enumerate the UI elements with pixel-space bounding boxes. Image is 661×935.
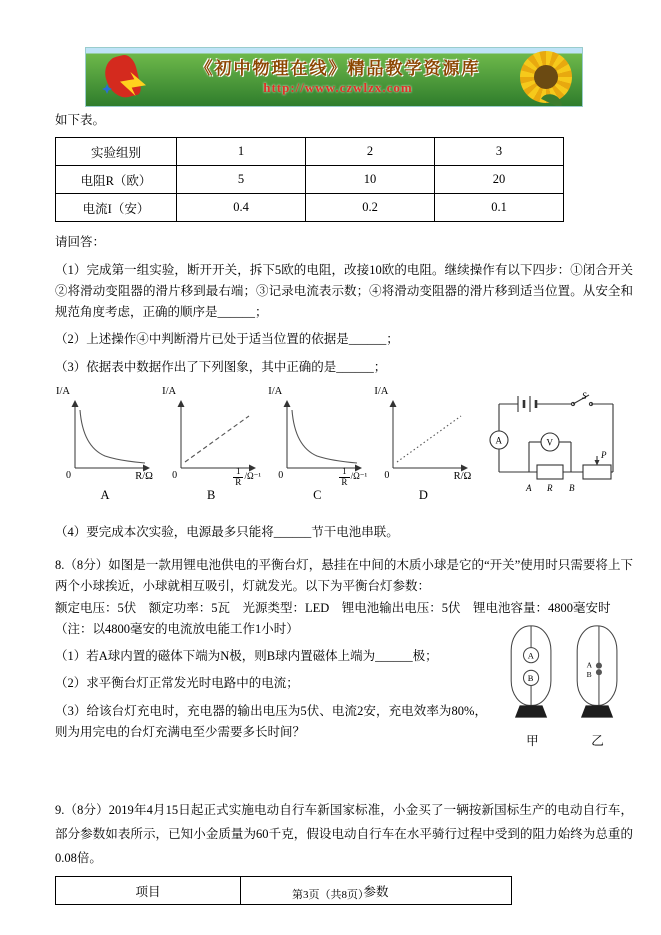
- ball-a-label: A: [586, 660, 592, 670]
- x-axis-label: [339, 467, 367, 488]
- graph-axes: [55, 398, 155, 478]
- origin-label: 0: [384, 469, 390, 481]
- table-cell: 实验组别: [56, 138, 177, 166]
- site-logo-icon: [100, 54, 154, 102]
- lamp-jia: [501, 623, 563, 749]
- q8-intro: 8.（8分）如图是一款用锂电池供电的平衡台灯，悬挂在中间的木质小球是它的“开关”使用时只需要将上下两个小球挨近，小球就相互吸引，灯就发光。以下为平衡台灯参数：: [55, 558, 633, 594]
- graph-option-c: [267, 386, 367, 506]
- fraction-unit: /Ω⁻¹: [244, 471, 262, 482]
- ball-a-label: A: [528, 650, 535, 661]
- terminal-b-label: B: [569, 482, 575, 493]
- lamp-yi-drawing: [569, 623, 627, 729]
- experiment-data-table: [55, 137, 564, 222]
- slider-label: P: [601, 449, 607, 460]
- origin-label: 0: [278, 469, 284, 481]
- x-axis-label: [233, 467, 261, 488]
- q8-note: （注：以4800毫安的电流放电能工作1小时）: [55, 621, 299, 636]
- table-cell: 20: [435, 166, 564, 194]
- table-row: [56, 194, 564, 222]
- graph-option-a: [55, 386, 155, 506]
- table-row: [56, 166, 564, 194]
- lamp-jia-label: 甲: [526, 733, 539, 748]
- origin-label: 0: [66, 469, 71, 481]
- resistor-label: R: [547, 482, 553, 493]
- terminal-a-label: A: [526, 482, 532, 493]
- graph-letter: C: [313, 487, 322, 502]
- table-cell: 电阻R（欧）: [56, 166, 177, 194]
- ammeter-label: A: [495, 435, 502, 446]
- origin-label: 0: [172, 469, 178, 481]
- q7-part1: （1）完成第一组实验，断开开关，拆下5欧的电阻，改接10欧的电阻。继续操作有以下四步：①闭合开关 ②将滑动变阻器的滑片移到最右端；③记录电流表示数；④将滑动变阻器的滑片移到适当位置。从安全和规范角度考虑，正确的顺序是______；: [55, 262, 633, 319]
- q7-part3: （3）依据表中数据作出了下列图象，其中正确的是______；: [55, 359, 387, 374]
- fraction-denominator: R: [341, 476, 348, 487]
- graph-letter: A: [100, 487, 110, 502]
- logo-flame-shape: [101, 53, 142, 101]
- graph-letter: D: [418, 487, 428, 502]
- graph-option-d: [373, 386, 473, 506]
- table-header-cell: 项目: [56, 877, 241, 905]
- ball-b-label: B: [528, 672, 534, 683]
- table-cell: 电流I（安）: [56, 194, 177, 222]
- graph-axes: [373, 398, 473, 478]
- question-8: [55, 555, 633, 748]
- table-cell: 3: [435, 138, 564, 166]
- ball-b-label: B: [586, 669, 592, 679]
- graph-option-b: [161, 386, 261, 506]
- lamp-figure: [497, 623, 633, 749]
- q8-part3: （3）给该台灯充电时，充电器的输出电压为5伏、电流2安，充电效率为80%，则为用完电的台灯充满电至少需要多长时间？: [55, 703, 487, 739]
- table-row: [56, 138, 564, 166]
- document-content: [55, 110, 633, 905]
- table-cell: 0.4: [177, 194, 306, 222]
- switch-label: S: [582, 390, 587, 401]
- page-number: 第3页（共8页）: [292, 889, 369, 901]
- lamp-yi: [567, 623, 629, 749]
- table-cell: 0.2: [306, 194, 435, 222]
- q8-part1: （1）若A球内置的磁体下端为N极，则B球内置磁体上端为______极；: [55, 649, 438, 663]
- graph-axes: [267, 398, 367, 478]
- y-axis-label: I/A: [56, 385, 70, 397]
- y-axis-label: I/A: [268, 385, 283, 397]
- x-axis-label: R/Ω: [135, 470, 153, 482]
- banner-title: 《初中物理在线》精品教学资源库: [195, 59, 481, 79]
- x-axis-label: R/Ω: [453, 470, 472, 482]
- fraction-numerator: 1: [339, 467, 350, 478]
- answer-prompt: 请回答：: [55, 235, 106, 250]
- graph-letter: B: [206, 487, 216, 502]
- banner-url: http://www.czwlzx.com: [263, 79, 413, 95]
- q8-params: 额定电压：5伏 额定功率：5瓦 光源类型：LED 锂电池输出电压：5伏 锂电池容量：4800毫安时: [55, 600, 611, 615]
- sunflower-image: [520, 51, 572, 103]
- q7-part4: （4）要完成本次实验，电源最多只能将______节干电池串联。: [55, 524, 399, 539]
- q8-part2: （2）求平衡台灯正常发光时电路中的电流；: [55, 676, 299, 691]
- voltmeter-label: V: [546, 437, 553, 448]
- banner-text: [162, 58, 514, 96]
- q7-part2: （2）上述操作④中判断滑片已处于适当位置的依据是______；: [55, 332, 399, 347]
- table-header-cell: 参数: [241, 877, 512, 905]
- table-cell: 2: [306, 138, 435, 166]
- graphs-row: [55, 386, 633, 516]
- y-axis-label: I/A: [374, 385, 389, 397]
- q9-intro: 9.（8分）2019年4月15日起正式实施电动自行车新国家标准，小金买了一辆按新国标生产的电动自行车，部分参数如表所示，已知小金质量为60千克，假设电动自行车在水平骑行过程中受到的阻力始终为总重的0.08倍。: [55, 803, 633, 865]
- y-axis-label: I/A: [162, 385, 177, 397]
- intro-text: 如下表。: [55, 113, 106, 127]
- site-banner: [85, 47, 583, 107]
- table-cell: 1: [177, 138, 306, 166]
- fraction-numerator: 1: [233, 467, 244, 478]
- lamp-yi-label: 乙: [591, 733, 604, 748]
- table-cell: 0.1: [435, 194, 564, 222]
- circuit-diagram: [485, 388, 633, 500]
- lamp-jia-drawing: [503, 623, 561, 729]
- table-cell: 10: [306, 166, 435, 194]
- fraction-unit: /Ω⁻¹: [350, 471, 368, 482]
- fraction-denominator: R: [235, 476, 242, 487]
- graph-axes: [161, 398, 261, 478]
- table-cell: 5: [177, 166, 306, 194]
